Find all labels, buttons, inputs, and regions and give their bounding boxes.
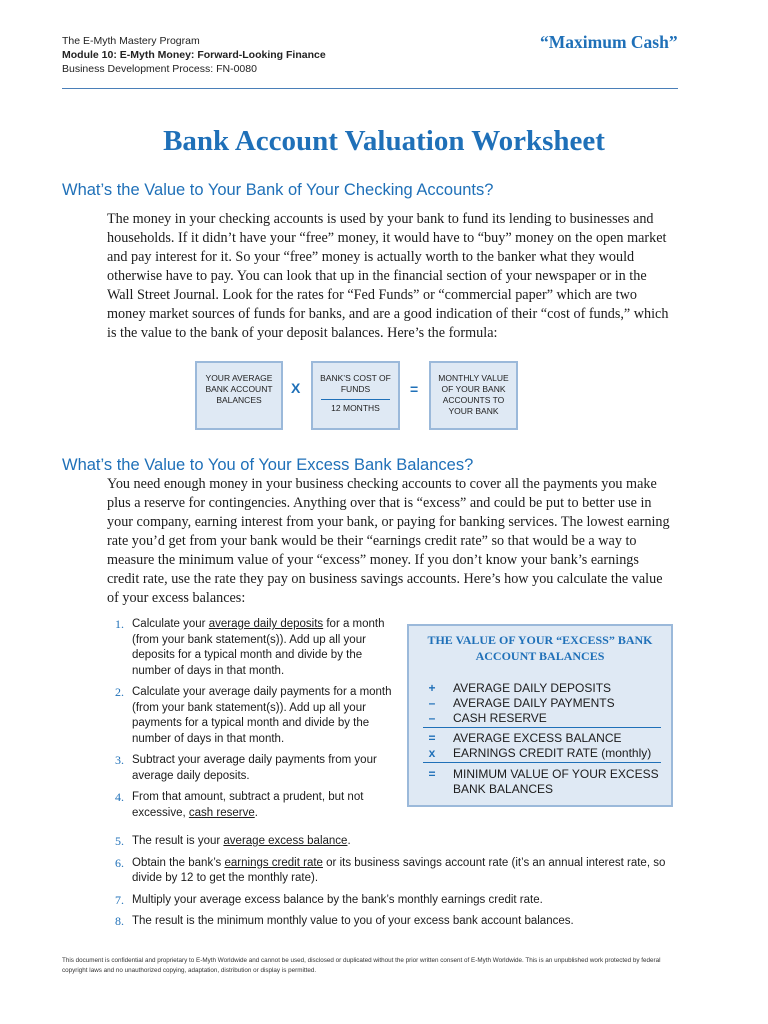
cost-of-funds-numerator: BANK’S COST OF FUNDS [320,373,391,394]
header-tag: “Maximum Cash” [540,32,678,52]
steps-list-lower [115,834,685,936]
section2-paragraph: You need enough money in your business checking accounts to cover all the payments you make plus a reserve for contingencies. Anything over that is “excess” and could be put to better use in your company, earning interest from your bank, or paying for banking services. The lowest earning rate you’d get from your bank would be their “earnings credit rate” so that would be a way to measure the minimum value of your “excess” money. If you don’t know your bank’s earnings credit rate, use the rate they pay on business savings accounts. Here’s how you calculate the value of your excess balances: [107,476,670,606]
fraction-bar [321,399,390,400]
value-divider [423,762,661,763]
excess-value-title: THE VALUE OF YOUR “EXCESS” BANK ACCOUNT BALANCES [427,633,653,663]
formula-box-balances: YOUR AVERAGE BANK ACCOUNT BALANCES [195,361,283,430]
list-item: 1. Calculate your average daily deposits for a month (from your bank statement(s)). Add up all your deposits for a typical month and divide by the number of days in that month. [115,617,385,677]
section1-heading: What’s the Value to Your Bank of Your Checking Accounts? [62,181,494,199]
page-title: Bank Account Valuation Worksheet [163,125,605,157]
process-code: Business Development Process: FN-0080 [62,63,257,75]
value-divider [423,727,661,728]
multiply-sign: X [291,380,301,396]
module-name: Module 10: E-Myth Money: Forward-Looking Finance [62,49,326,61]
equals-sign: = [410,381,419,397]
section1-paragraph: The money in your checking accounts is used by your bank to fund its lending to businesses and households. If it didn’t have your “free” money, it would have to “buy” money on the open market and pay interest for it. So your “free” money is actually worth to the banker what they would otherwise have to pay. You can look that up in the financial section of your newspaper or in the Wall Street Journal. Look for the rates for “Fed Funds” or “commercial paper” which are two money market sources of funds for banks, and are a good indication of their “cost of funds,” which is the value to the bank of your deposit balances. Here’s the formula: [107,211,669,341]
cost-of-funds-denominator: 12 MONTHS [331,403,380,413]
list-item: 3. Subtract your average daily payments from your average daily deposits. [115,753,377,782]
list-item: 2. Calculate your average daily payments for a month (from your bank statement(s)). Add up all your payments for a typical month and divide by the number of days in that month. [115,685,392,745]
formula-box-monthly-value: MONTHLY VALUE OF YOUR BANK ACCOUNTS TO YOUR BANK [429,361,518,430]
list-item: 8. The result is the minimum monthly value to you of your excess bank account balances. [115,914,574,928]
section2-heading: What’s the Value to You of Your Excess Bank Balances? [62,456,474,474]
list-item: 6. Obtain the bank’s earnings credit rate or its business savings account rate (it’s an annual interest rate, so divide by 12 to get the monthly rate). [115,855,666,884]
header-divider [62,88,678,89]
list-item: 7. Multiply your average excess balance by the bank’s monthly earnings credit rate. [115,892,543,907]
program-name: The E-Myth Mastery Program [62,35,200,47]
excess-value-box: THE VALUE OF YOUR “EXCESS” BANK ACCOUNT BALANCES + AVERAGE DAILY DEPOSITS – AVERAGE DAILY PAYMENTS – CASH RESERVE = AVERAGE EXCESS BALANCE x EARNINGS CREDIT RATE (monthly) = MINIMUM VALUE OF YOUR EXCESS BANK BALANCES [407,624,673,807]
formula-box-cost-of-funds [311,361,400,430]
list-item: 5. The result is your average excess balance. [115,834,351,848]
list-item: 4. From that amount, subtract a prudent, but not excessive, cash reserve. [115,790,364,819]
confidentiality-footer: This document is confidential and proprietary to E-Myth Worldwide and cannot be used, disclosed or duplicated without the prior written consent of E-Myth Worldwide. This is an unpublished work protected by federal copyright laws and no unauthorized copying, adaptation, distribution or display is permitted. [62,957,661,974]
steps-list-upper [115,617,397,827]
